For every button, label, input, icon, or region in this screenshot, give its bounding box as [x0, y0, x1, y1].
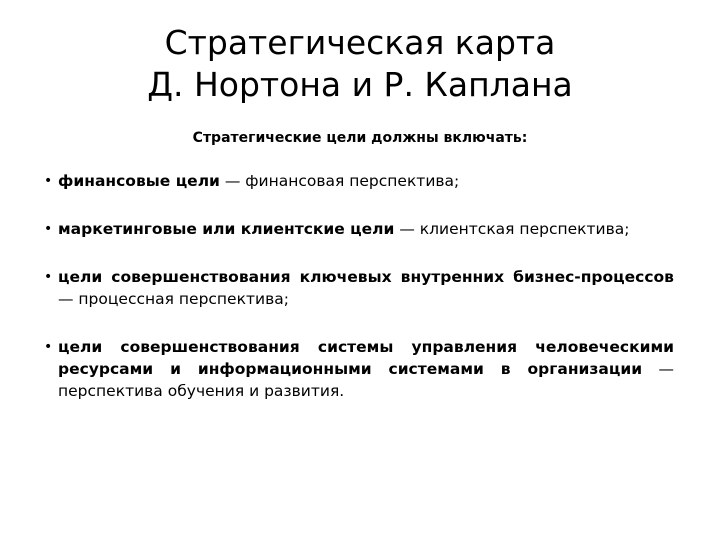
- bullet-bold-text: финансовые цели: [58, 172, 220, 190]
- bullet-rest-text: — перспектива обучения и развития.: [58, 360, 674, 400]
- slide-title-line-1: Стратегическая карта: [164, 23, 556, 62]
- slide-subtitle: Стратегические цели должны включать:: [192, 130, 528, 146]
- bullet-item-financial: [44, 170, 674, 192]
- slide-title-line-2: Д. Нортона и Р. Каплана: [147, 65, 573, 104]
- bullet-bold-text: маркетинговые или клиентские цели: [58, 220, 395, 238]
- bullet-dot-icon: •: [44, 269, 53, 285]
- bullet-dot-icon: •: [44, 221, 53, 237]
- bullet-bold-text: цели совершенствования ключевых внутренних бизнес-процессов: [58, 268, 674, 286]
- bullet-item-learning: [44, 336, 674, 402]
- bullet-rest-text: — финансовая перспектива;: [219, 172, 460, 190]
- bullet-rest-text: — процессная перспектива;: [58, 290, 289, 308]
- bullet-dot-icon: •: [44, 339, 53, 355]
- bullet-item-process: [44, 266, 674, 310]
- bullet-list: [44, 170, 674, 402]
- bullet-dot-icon: •: [44, 173, 53, 189]
- bullet-rest-text: — клиентская перспектива;: [394, 220, 630, 238]
- slide-title: [0, 22, 720, 106]
- bullet-bold-text: цели совершенствования системы управления человеческими ресурсами и информационными системами в организации: [58, 338, 674, 378]
- bullet-item-customer: [44, 218, 674, 240]
